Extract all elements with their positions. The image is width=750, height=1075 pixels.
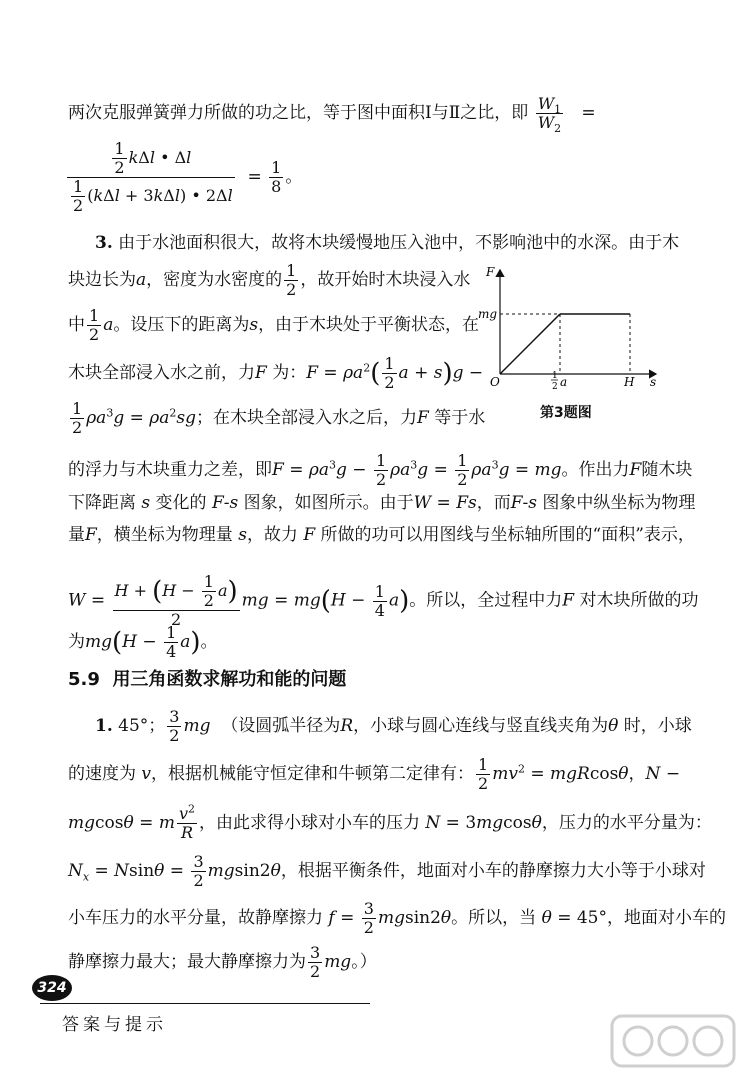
x-axis-label: s xyxy=(650,375,657,389)
text-line-11: W = H + (H − $\frac{1}{2}$ a) 2 mg = mg(H − $\frac{1}{4}$ a)。所以，全过程中力F 对木块所做的功 xyxy=(68,572,699,629)
fraction-work: H + (H − $\frac{1}{2}$ a) 2 xyxy=(114,572,238,629)
text-line-p2: 的速度为 v，根据机械能守恒定律和牛顿第二定律有： $\frac{1}{2}$ $mv^2 = mgRcos\theta$，N − xyxy=(68,755,681,793)
text-line-1: 两次克服弹簧弹力所做的功之比，等于图中面积Ⅰ与Ⅱ之比，即 $\frac{W_1}{W_2}$ = xyxy=(68,94,596,136)
text-line-9: 下降距离 s 变化的 F-s 图象，如图所示。由于W = Fs，而F-s 图象中纵坐标为物理 xyxy=(68,493,696,513)
force-distance-graph xyxy=(478,262,663,397)
mg-label: mg xyxy=(478,307,498,321)
footer-rule xyxy=(40,1003,370,1004)
footer-label: 答案与提示 xyxy=(62,1015,167,1035)
tick-half-num: 1 xyxy=(552,371,558,381)
origin-label: O xyxy=(490,375,500,389)
section-heading: 5.9 用三角函数求解功和能的问题 xyxy=(68,669,347,690)
y-axis-label: F xyxy=(486,265,495,279)
text-line-12: 为mg(H − $\frac{1}{4}$ a)。 xyxy=(68,623,218,661)
fraction-w1-w2: $\frac{W_1}{W_2}$ xyxy=(537,94,562,136)
text-line-6: 木块全部浸入水之前，力F 为：$F = \rho a^2$( $\frac{1}{2}$ a + s)g − xyxy=(68,354,484,392)
text-line-p4: $N_x = Nsin\theta$ = $\frac{3}{2}$ mgsin2θ，根据平衡条件，地面对小车的静摩擦力大小等于小球对 xyxy=(68,852,706,890)
text-line-10: 量F，横坐标为物理量 s，故力 F 所做的功可以用图线与坐标轴所围的“面积”表示， xyxy=(68,525,695,545)
text-line-5: 中 $\frac{1}{2}$ a。设压下的距离为s，由于木块处于平衡状态，在 xyxy=(68,306,480,344)
rising-line xyxy=(500,314,560,374)
text-line-3: 3. 由于水池面积很大，故将木块缓慢地压入池中，不影响池中的水深。由于木 xyxy=(95,233,680,253)
text-line-p1: 1. 45°； $\frac{3}{2}$ mg （设圆弧半径为R，小球与圆心连线与竖直线夹角为θ 时，小球 xyxy=(95,707,692,745)
text-line-p6: 静摩擦力最大；最大静摩擦力为 $\frac{3}{2}$ mg。） xyxy=(68,943,377,981)
tick-half-a-label: a xyxy=(560,375,568,389)
tick-h-label: H xyxy=(624,375,635,389)
text-line-2: $\frac{1}{2}$ kΔl • Δl $\frac{1}{2}$ (kΔl + 3kΔl) • 2Δl = $\frac{1}{8}$ 。 xyxy=(65,140,302,215)
figure-caption: 第3题图 xyxy=(540,405,592,421)
text-line-p5: 小车压力的水平分量，故静摩擦力 f = $\frac{3}{2}$ mgsin2θ。所以，当 θ = 45°，地面对小车的 xyxy=(68,899,726,937)
page-number: 324 xyxy=(32,975,72,1001)
fraction-area-ratio: $\frac{1}{2}$ kΔl • Δl $\frac{1}{2}$ (kΔl + 3kΔl) • 2Δl xyxy=(67,140,235,215)
text-line-7: $\frac{1}{2}$ $\rho a^3g = \rho a^2sg$；在木块全部浸入水之后，力F 等于水 xyxy=(72,399,486,437)
text-line-p3: mgcosθ = m $\frac{v^2}{R}$ ，由此求得小球对小车的压力 N = 3mgcosθ，压力的水平分量为： xyxy=(68,802,712,842)
text-line-4: 块边长为a，密度为水密度的 $\frac{1}{2}$ ，故开始时木块浸入水 xyxy=(68,261,471,299)
tick-half-den: 2 xyxy=(552,382,558,392)
text-line-8: 的浮力与木块重力之差，即$F = \rho a^3g$ − $\frac{1}{2}$ $\rho a^3g$ = $\frac{1}{2}$ $\rho a^3g$ = mg。作出力F随木块 xyxy=(68,451,693,489)
watermark-logo xyxy=(608,1012,738,1070)
